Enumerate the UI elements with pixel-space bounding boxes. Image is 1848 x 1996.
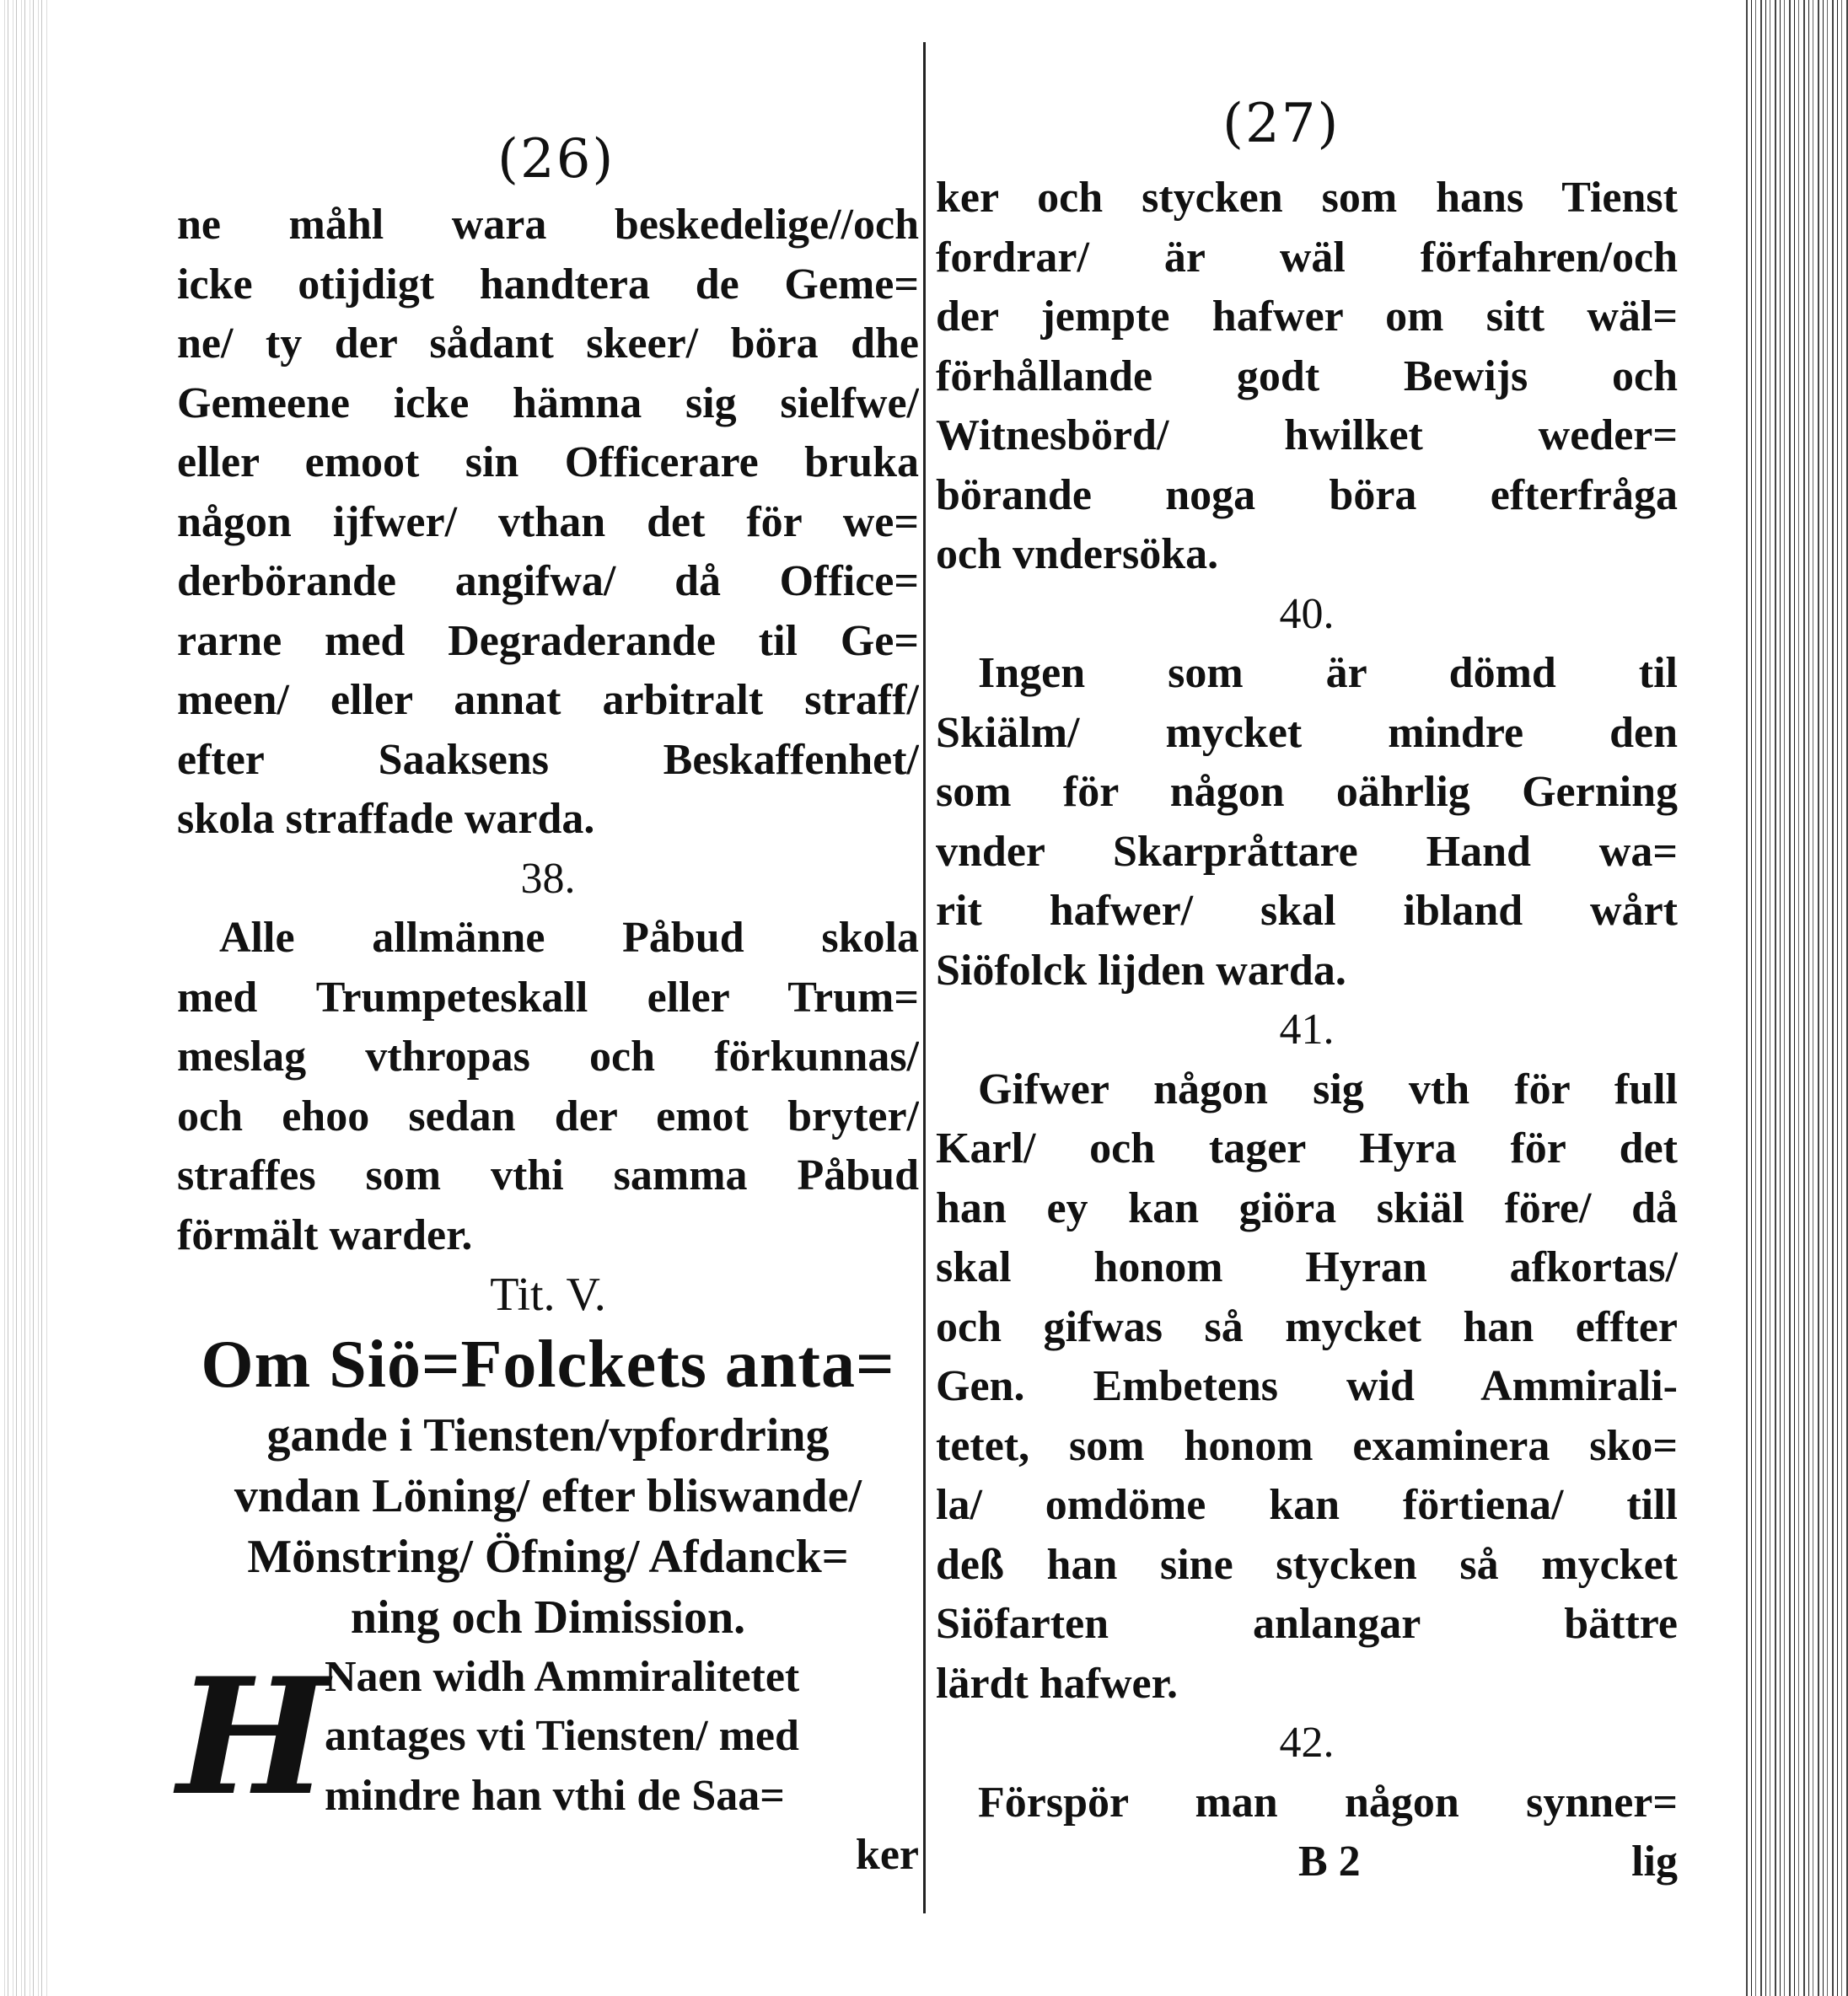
- text-line: och vndersöka.: [936, 530, 1219, 578]
- text-line: ne/ ty der sådant skeer/ böra dhe: [177, 319, 919, 368]
- text-line: Karl/ och tager Hyra för det: [936, 1124, 1678, 1172]
- catchword: ker: [855, 1831, 919, 1879]
- text-line: någon ijfwer/ vthan det för we=: [177, 497, 919, 546]
- text-line: lärdt hafwer.: [936, 1659, 1178, 1708]
- signature-mark: B 2: [1298, 1838, 1361, 1886]
- section-heading-line: Mönstring/ Öfning/ Afdanck=: [247, 1530, 849, 1583]
- text-line: fordrar/ är wäl förfahren/och: [936, 233, 1678, 282]
- section-number-40: 40.: [1279, 589, 1335, 638]
- title-number: Tit. V.: [490, 1269, 606, 1321]
- text-line: straffes som vthi samma Påbud: [177, 1151, 919, 1199]
- text-line: och ehoo sedan der emot bryter/: [177, 1092, 919, 1140]
- text-line: derbörande angifwa/ då Office=: [177, 557, 919, 605]
- signature-line: [936, 1832, 1678, 1892]
- text-line: Siöfolck lijden warda.: [936, 946, 1346, 995]
- section-number-42: 42.: [1279, 1719, 1335, 1767]
- text-line: ne måhl wara beskedelige//och: [177, 201, 919, 249]
- text-line: tetet, som honom examinera sko=: [936, 1421, 1678, 1470]
- text-line: med Trumpeteskall eller Trum=: [177, 973, 919, 1022]
- text-line: icke otijdigt handtera de Geme=: [177, 260, 919, 309]
- right-page-text: [936, 169, 1678, 1892]
- text-line: der jempte hafwer om sitt wäl=: [936, 292, 1678, 341]
- text-line: Skiälm/ mycket mindre den: [936, 708, 1678, 757]
- text-line: Alle allmänne Påbud skola: [219, 914, 919, 962]
- dropcap-paragraph: [177, 1642, 919, 1831]
- text-line: mindre han vthi de Saa=: [325, 1771, 785, 1820]
- text-line: deß han sine stycken så mycket: [936, 1540, 1678, 1589]
- catchword: lig: [1631, 1838, 1678, 1886]
- text-line: Witnesbörd/ hwilket weder=: [936, 411, 1678, 459]
- text-line: eller emoot sin Officerare bruka: [177, 438, 919, 486]
- text-line: och gifwas så mycket han effter: [936, 1302, 1678, 1351]
- text-line: rarne med Degraderande til Ge=: [177, 616, 919, 665]
- text-line: Gifwer någon sig vth för full: [978, 1065, 1678, 1113]
- text-line: meslag vthropas och förkunnas/: [177, 1033, 919, 1081]
- text-line: efter Saaksens Beskaffenhet/: [177, 735, 919, 784]
- section-heading: Om Siö=Folckets anta=: [201, 1327, 895, 1402]
- section-heading-line: vndan Löning/ efter bliswande/: [234, 1469, 862, 1522]
- text-line: han ey kan giöra skiäl före/ då: [936, 1183, 1678, 1232]
- text-line: antages vti Tiensten/ med: [325, 1712, 799, 1760]
- section-number-38: 38.: [520, 854, 576, 903]
- text-line: skola straffade warda.: [177, 795, 595, 843]
- text-line: förmält warder.: [177, 1210, 473, 1259]
- text-line: Naen widh Ammiralitetet: [325, 1652, 800, 1701]
- text-line: Gen. Embetens wid Ammirali-: [936, 1362, 1678, 1410]
- section-number-41: 41.: [1279, 1006, 1335, 1054]
- text-line: Förspör man någon synner=: [978, 1778, 1678, 1827]
- text-line: la/ omdöme kan förtiena/ till: [936, 1481, 1678, 1529]
- text-line: ker och stycken som hans Tienst: [936, 174, 1678, 222]
- gutter-line: [923, 42, 926, 1913]
- text-line: förhållande godt Bewijs och: [936, 351, 1678, 400]
- text-line: börande noga böra efterfråga: [936, 470, 1678, 519]
- text-line: Gemeene icke hämna sig sielfwe/: [177, 378, 919, 427]
- page-number-right: (27): [1222, 93, 1340, 155]
- left-page-text: [177, 196, 919, 1886]
- page-edge-left: [0, 0, 49, 1996]
- text-line: skal honom Hyran afkortas/: [936, 1243, 1678, 1291]
- page-number-left: (26): [497, 128, 615, 190]
- text-line: som för någon oährlig Gerning: [936, 768, 1678, 816]
- text-line: vnder Skarpråttare Hand wa=: [936, 827, 1678, 876]
- section-heading-line: gande i Tiensten/vpfordring: [266, 1408, 830, 1462]
- text-line: rit hafwer/ skal ibland wårt: [936, 887, 1678, 935]
- page-edge-right: [1742, 0, 1848, 1996]
- text-line: meen/ eller annat arbitralt straff/: [177, 676, 919, 724]
- text-line: Siöfarten anlangar bättre: [936, 1600, 1678, 1648]
- section-heading-line: ning och Dimission.: [350, 1591, 746, 1644]
- decorative-initial: H: [177, 1642, 329, 1831]
- text-line: Ingen som är dömd til: [978, 649, 1678, 697]
